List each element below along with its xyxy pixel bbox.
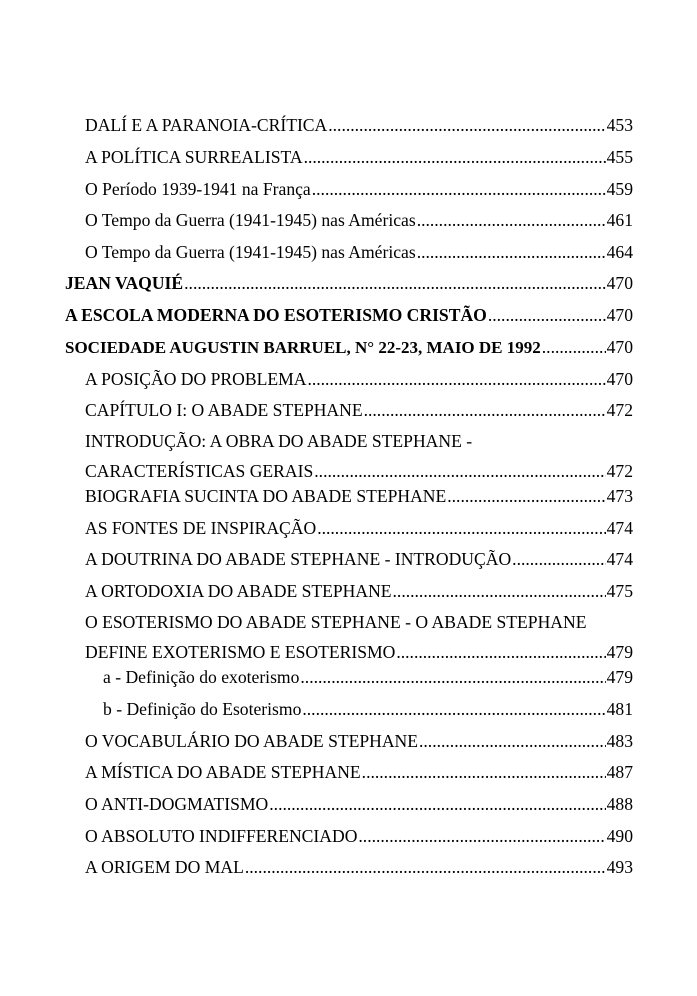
toc-entry <box>85 369 633 389</box>
dot-leader <box>269 794 605 814</box>
toc-entry-page: 470 <box>606 369 633 389</box>
toc-entry-title: JEAN VAQUIÉ <box>65 273 184 293</box>
dot-leader <box>417 242 606 262</box>
dot-leader <box>512 549 605 569</box>
toc-entry-page: 490 <box>606 826 633 846</box>
dot-leader <box>184 273 605 293</box>
toc-entry-title-line2: CARACTERÍSTICAS GERAIS <box>85 461 314 481</box>
toc-entry-title: O Período 1939-1941 na França <box>85 179 311 199</box>
toc-entry-title: SOCIEDADE AUGUSTIN BARRUEL, N° 22-23, MAIO DE 1992 <box>65 338 541 357</box>
dot-leader <box>245 857 606 877</box>
toc-entry-title: CAPÍTULO I: O ABADE STEPHANE <box>85 400 363 420</box>
toc-entry-page: 472 <box>606 400 633 420</box>
toc-entry-title: O VOCABULÁRIO DO ABADE STEPHANE <box>85 731 418 751</box>
toc-entry-title: O Tempo da Guerra (1941-1945) nas Américas <box>85 210 416 230</box>
toc-entry <box>85 731 633 751</box>
toc-entry-page: 487 <box>606 762 633 782</box>
toc-entry <box>85 486 633 506</box>
toc-entry-title: A POLÍTICA SURREALISTA <box>85 147 303 167</box>
toc-entry <box>85 147 633 167</box>
dot-leader <box>542 337 606 357</box>
toc-entry-title: A DOUTRINA DO ABADE STEPHANE - INTRODUÇÃO <box>85 549 512 569</box>
toc-entry-page: 470 <box>606 305 633 325</box>
dot-leader <box>317 518 605 538</box>
toc-entry-title: O Tempo da Guerra (1941-1945) nas Américas <box>85 242 416 262</box>
dot-leader <box>300 667 605 687</box>
toc-entry <box>103 667 633 687</box>
toc-entry-page: 475 <box>606 581 633 601</box>
toc-entry-page: 474 <box>606 549 633 569</box>
toc-entry-page: 470 <box>606 273 633 293</box>
toc-entry-line2 <box>85 461 633 481</box>
toc-entry <box>65 305 633 325</box>
dot-leader <box>312 179 606 199</box>
toc-entry <box>85 242 633 262</box>
toc-entry <box>65 337 633 358</box>
toc-entry <box>85 581 633 601</box>
toc-entry <box>85 400 633 420</box>
dot-leader <box>419 731 606 751</box>
toc-entry-title: a - Definição do exoterismo <box>103 667 300 687</box>
toc-entry <box>85 210 633 230</box>
toc-entry-title: b - Definição do Esoterismo <box>103 699 302 719</box>
toc-entry-title: A ESCOLA MODERNA DO ESOTERISMO CRISTÃO <box>65 305 487 325</box>
toc-entry <box>85 762 633 782</box>
toc-entry-page: 474 <box>606 518 633 538</box>
toc-entry-title: A ORIGEM DO MAL <box>85 857 244 877</box>
toc-entry-page: 464 <box>606 242 633 262</box>
dot-leader <box>393 581 606 601</box>
toc-entry <box>103 699 633 719</box>
toc-entry-page: 479 <box>606 642 633 662</box>
toc-entry-page: 481 <box>606 699 633 719</box>
dot-leader <box>364 400 606 420</box>
dot-leader <box>314 461 605 481</box>
toc-entry-title: AS FONTES DE INSPIRAÇÃO <box>85 518 317 538</box>
toc-entry <box>85 794 633 814</box>
dot-leader <box>358 826 605 846</box>
toc-entry <box>85 857 633 877</box>
toc-entry-page: 453 <box>606 115 633 135</box>
toc-entry-title: A ORTODOXIA DO ABADE STEPHANE <box>85 581 392 601</box>
toc-entry <box>85 612 633 662</box>
toc-entry-page: 455 <box>606 147 633 167</box>
toc-entry-page: 461 <box>606 210 633 230</box>
toc-entry-title: DALÍ E A PARANOIA-CRÍTICA <box>85 115 328 135</box>
toc-entry-page: 470 <box>606 337 633 357</box>
toc-entry-title: A MÍSTICA DO ABADE STEPHANE <box>85 762 361 782</box>
dot-leader <box>488 305 606 325</box>
toc-entry-title-line2: DEFINE EXOTERISMO E ESOTERISMO <box>85 642 396 662</box>
toc-entry <box>85 179 633 199</box>
dot-leader <box>307 369 605 389</box>
toc-entry-page: 488 <box>606 794 633 814</box>
dot-leader <box>447 486 605 506</box>
dot-leader <box>304 147 606 167</box>
dot-leader <box>417 210 606 230</box>
toc-entry-title: O ANTI-DOGMATISMO <box>85 794 269 814</box>
dot-leader <box>328 115 605 135</box>
toc-entry-page: 459 <box>606 179 633 199</box>
toc-entry-title: BIOGRAFIA SUCINTA DO ABADE STEPHANE <box>85 486 447 506</box>
toc-entry <box>85 115 633 135</box>
toc-entry <box>85 826 633 846</box>
toc-entry-page: 493 <box>606 857 633 877</box>
toc-entry-line2 <box>85 642 633 662</box>
toc-entry-title-line1: O ESOTERISMO DO ABADE STEPHANE - O ABADE STEPHANE <box>85 612 587 632</box>
toc-entry <box>85 549 633 569</box>
dot-leader <box>396 642 605 662</box>
toc-entry-title-line1: INTRODUÇÃO: A OBRA DO ABADE STEPHANE - <box>85 431 473 451</box>
toc-entry <box>85 431 633 481</box>
toc-entry-page: 479 <box>606 667 633 687</box>
toc-entry <box>85 518 633 538</box>
dot-leader <box>302 699 605 719</box>
dot-leader <box>362 762 606 782</box>
toc-entry-page: 472 <box>606 461 633 481</box>
toc-entry <box>65 273 633 293</box>
toc-entry-page: 483 <box>606 731 633 751</box>
toc-entry-title: A POSIÇÃO DO PROBLEMA <box>85 369 307 389</box>
toc-entry-title: O ABSOLUTO INDIFFERENCIADO <box>85 826 358 846</box>
toc-entry-page: 473 <box>606 486 633 506</box>
